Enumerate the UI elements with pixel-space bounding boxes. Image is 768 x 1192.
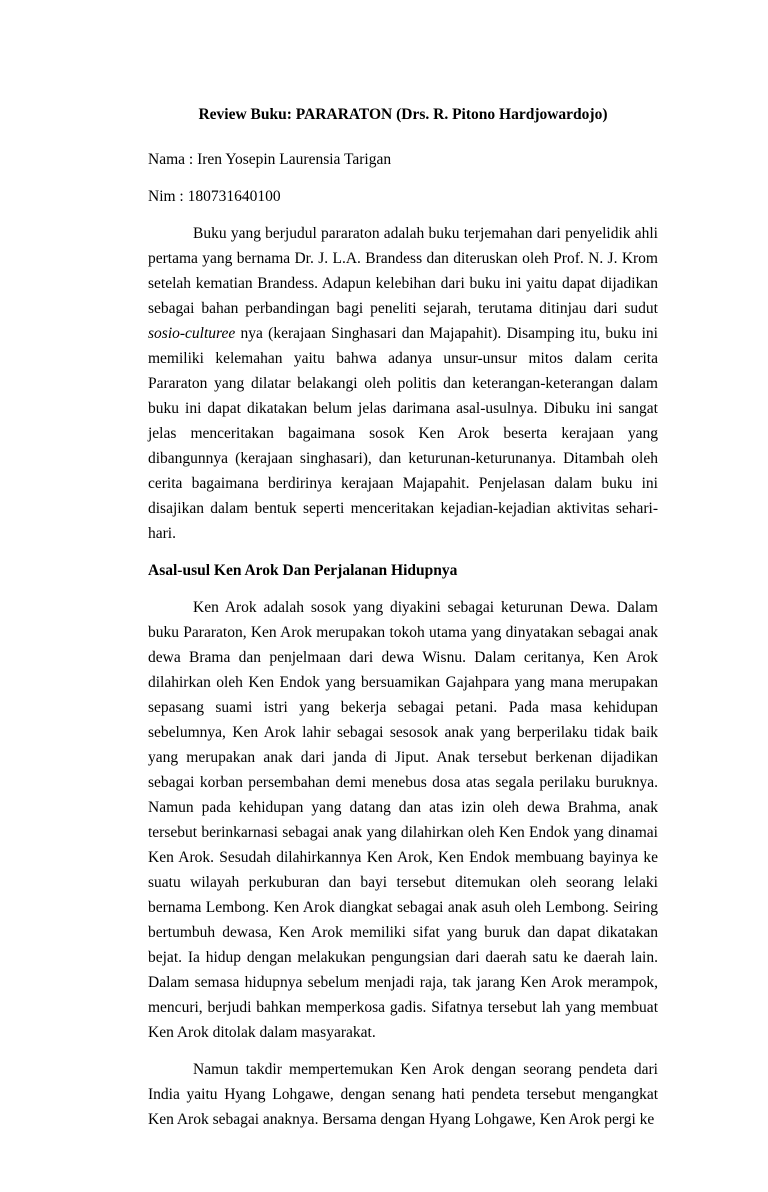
document-title: Review Buku: PARARATON (Drs. R. Pitono Hardjowardojo) <box>198 106 608 123</box>
author-nim-line: Nim : 180731640100 <box>148 188 281 205</box>
paragraph-hyang-lohgawe: Namun takdir mempertemukan Ken Arok dengan seorang pendeta dari India yaitu Hyang Lohgawe, dengan senang hati pendeta tersebut mengangkat Ken Arok sebagai anaknya. Bersama dengan Hyang Lohgawe, Ken Arok pergi ke <box>148 1061 658 1128</box>
paragraph-ken-arok-origin: Ken Arok adalah sosok yang diyakini sebagai keturunan Dewa. Dalam buku Pararaton, Ken Arok merupakan tokoh utama yang dinyatakan sebagai anak dewa Brama dan penjelmaan dari dewa Wisnu. Dalam ceritanya, Ken Arok dilahirkan oleh Ken Endok yang bersuamikan Gajahpara yang mana merupakan sepasang suami istri yang bekerja sebagai petani. Pada masa kehidupan sebelumnya, Ken Arok lahir sebagai sesosok anak yang berperilaku tidak baik yang merupakan anak dari janda di Jiput. Anak tersebut berkenan dijadikan sebagai korban persembahan demi menebus dosa atas segala perilaku buruknya. Namun pada kehidupan yang datang dan atas izin oleh dewa Brahma, anak tersebut berinkarnasi sebagai anak yang dilahirkan oleh Ken Endok yang dinamai Ken Arok. Sesudah dilahirkannya Ken Arok, Ken Endok membuang bayinya ke suatu wilayah perkuburan dan bayi tersebut ditemukan oleh seorang lelaki bernama Lembong. Ken Arok diangkat sebagai anak asuh oleh Lembong. Seiring bertumbuh dewasa, Ken Arok memiliki sifat yang buruk dan dapat dikatakan bejat. Ia hidup dengan melakukan pengungsian dari daerah satu ke daerah lain. Dalam semasa hidupnya sebelum menjadi raja, tak jarang Ken Arok merampok, mencuri, berjudi bahkan memperkosa gadis. Sifatnya tersebut lah yang membuat Ken Arok ditolak dalam masyarakat. <box>148 599 658 1041</box>
section-heading-asal-usul: Asal-usul Ken Arok Dan Perjalanan Hidupnya <box>148 562 458 579</box>
author-name-line: Nama : Iren Yosepin Laurensia Tarigan <box>148 151 392 168</box>
paragraph-book-intro-text-1: Buku yang berjudul pararaton adalah buku terjemahan dari penyelidik ahli pertama yang bernama Dr. J. L.A. Brandess dan diteruskan oleh Prof. N. J. Krom setelah kematian Brandess. Adapun kelebihan dari buku ini yaitu dapat dijadikan sebagai bahan perbandingan bagi peneliti sejarah, terutama ditinjau dari sudut <box>148 225 658 317</box>
paragraph-book-intro <box>148 221 658 546</box>
paragraph-book-intro-text-2: nya (kerajaan Singhasari dan Majapahit). Disamping itu, buku ini memiliki kelemahan yaitu bahwa adanya unsur-unsur mitos dalam cerita Pararaton yang dilatar belakangi oleh politis dan keterangan-keterangan dalam buku ini dapat dikatakan belum jelas darimana asal-usulnya. Dibuku ini sangat jelas menceritakan bagaimana sosok Ken Arok beserta kerajaan yang dibangunnya (kerajaan singhasari), dan keturunan-keturunanya. Ditambah oleh cerita bagaimana berdirinya kerajaan Majapahit. Penjelasan dalam buku ini disajikan dalam bentuk seperti menceritakan kejadian-kejadian aktivitas sehari-hari. <box>148 325 658 542</box>
italic-term-sosio-culturee: sosio-culturee <box>148 325 236 342</box>
